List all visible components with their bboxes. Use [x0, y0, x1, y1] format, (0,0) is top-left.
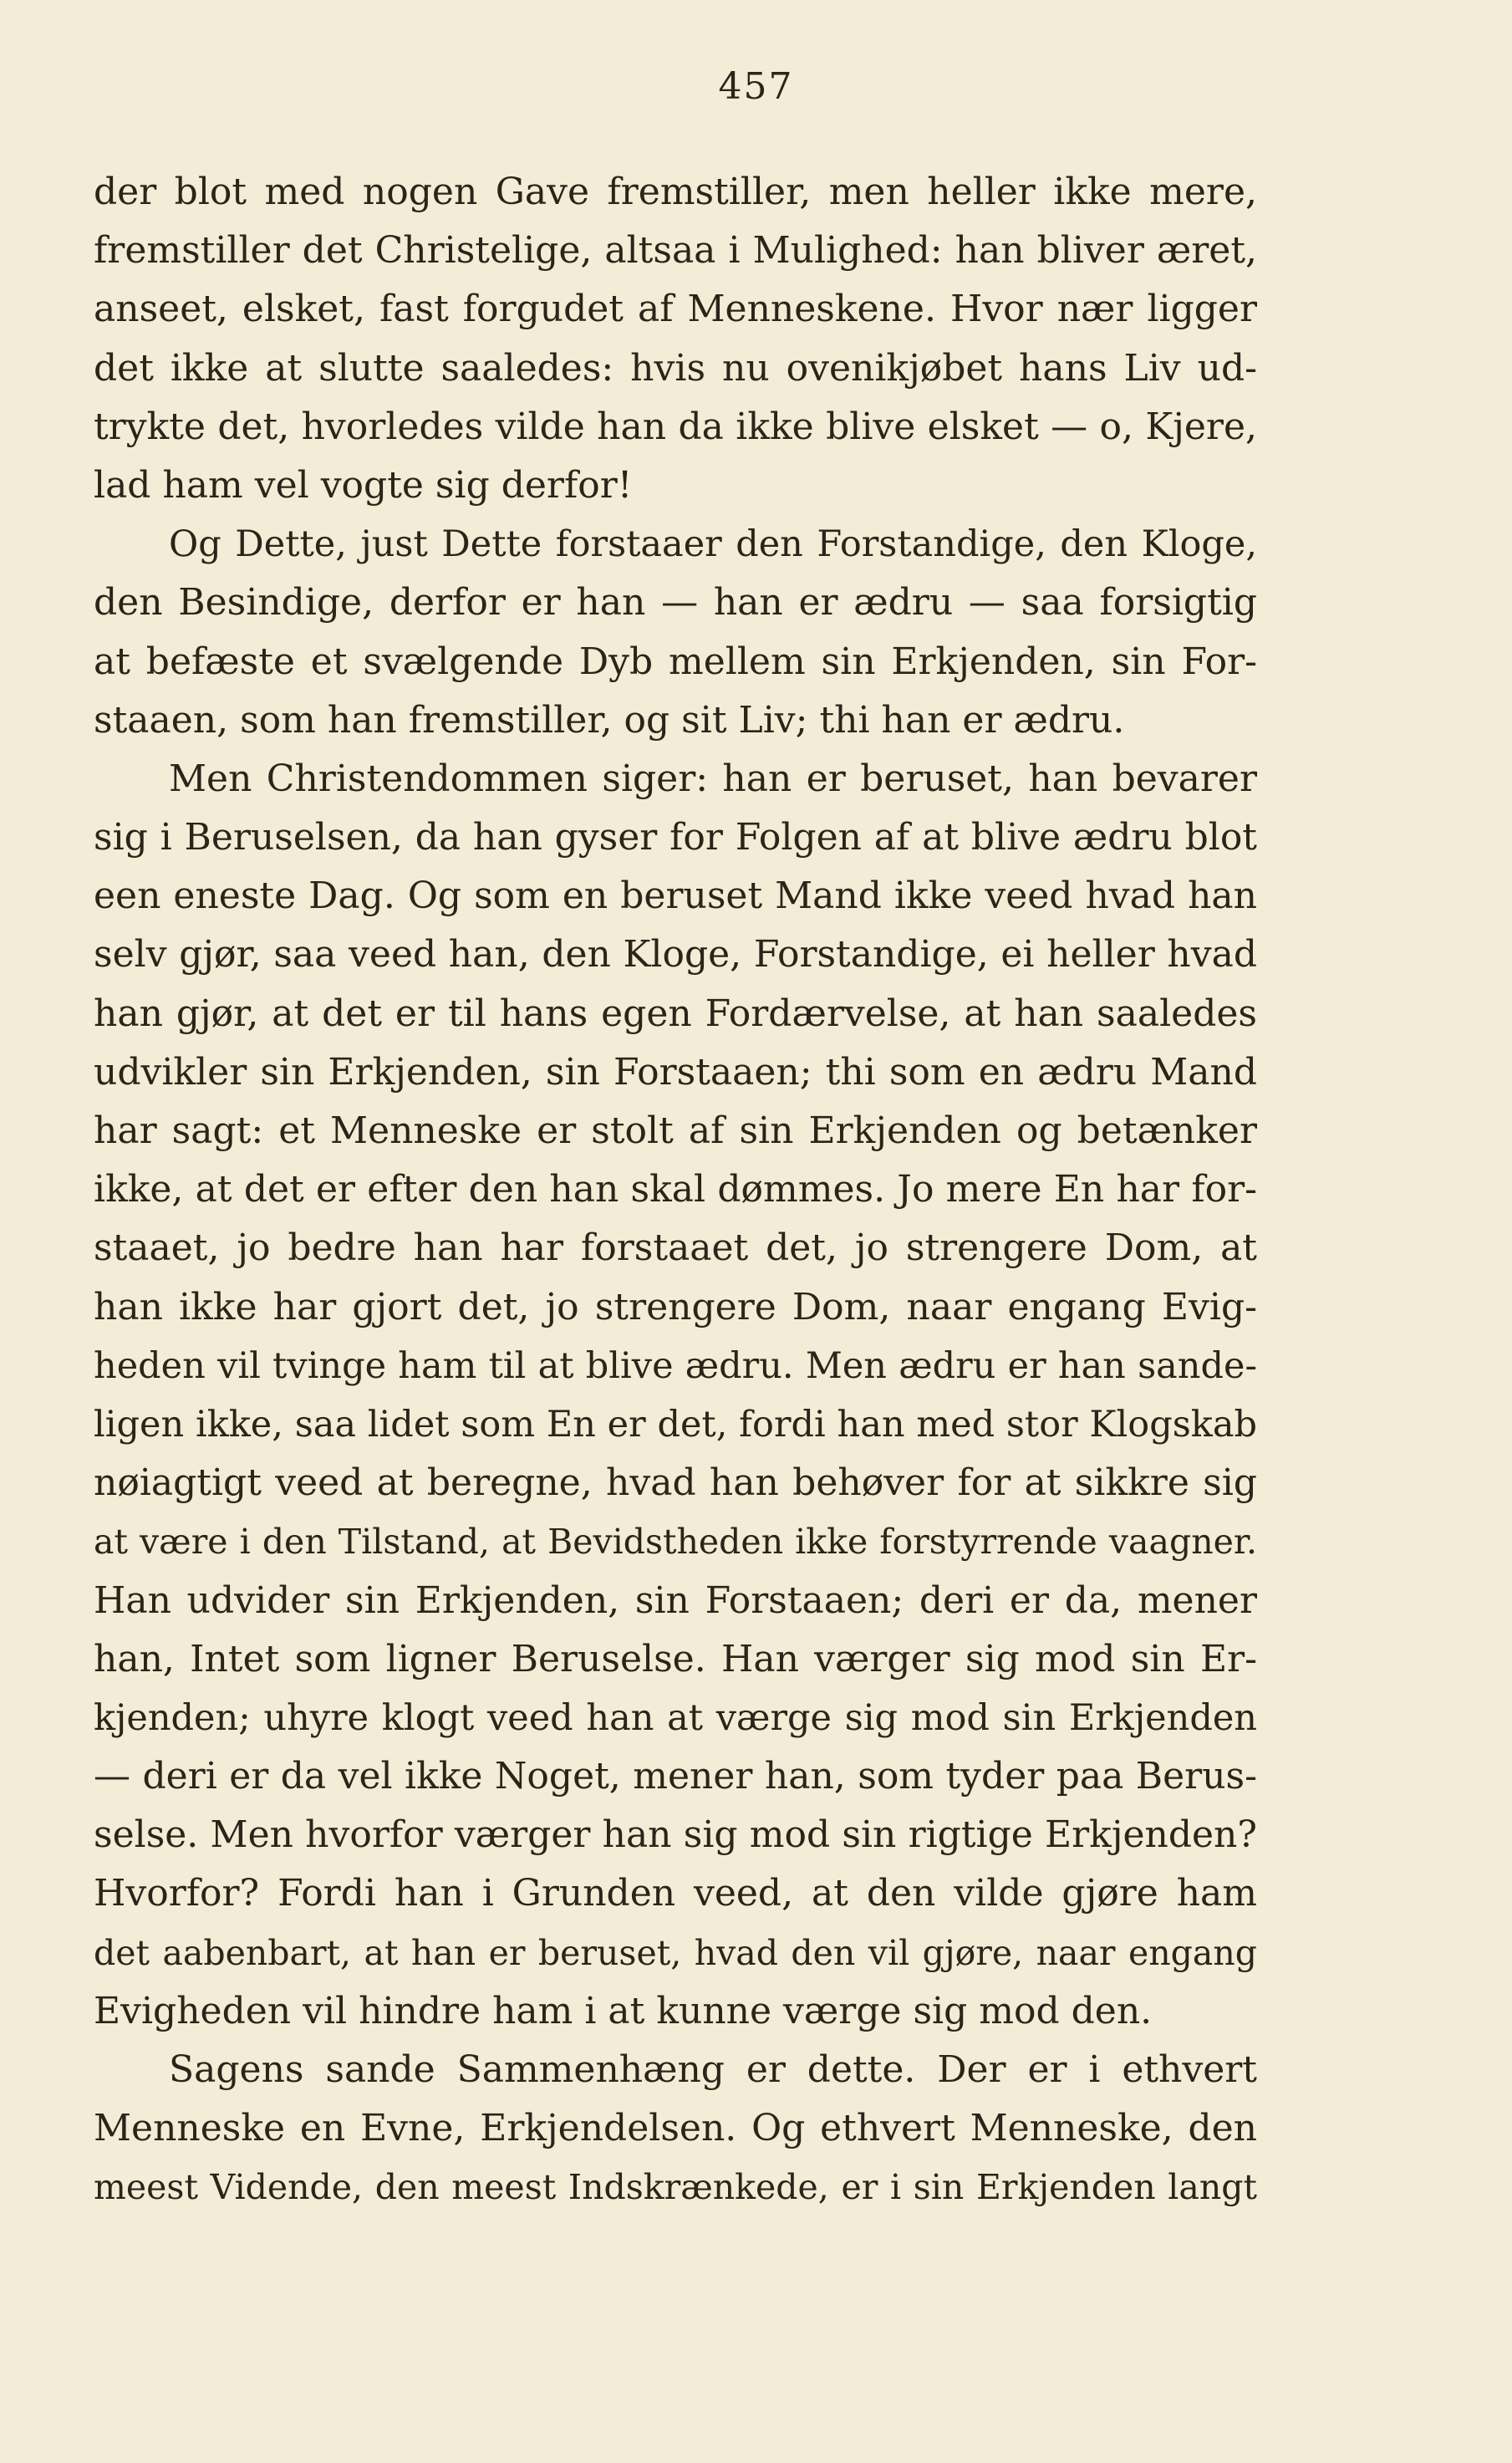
text-line: staaet, jo bedre han har forstaaet det, jo strengere Dom, at: [94, 1226, 1257, 1270]
text-line: selv gjør, saa veed han, den Kloge, Forstandige, ei heller hvad: [94, 933, 1257, 977]
text-line: det aabenbart, at han er beruset, hvad den vil gjøre, naar engang: [94, 1932, 1257, 1973]
text-line: ligen ikke, saa lidet som En er det, fordi han med stor Klogskab: [94, 1403, 1257, 1446]
text-line: heden vil tvinge ham til at blive ædru. Men ædru er han sande-: [94, 1344, 1257, 1387]
text-line: trykte det, hvorledes vilde han da ikke blive elsket — o, Kjere,: [94, 405, 1257, 448]
text-line: han ikke har gjort det, jo strengere Dom, naar engang Evig-: [94, 1285, 1257, 1328]
paragraph-start-line: Men Christendommen siger: han er beruset, han bevarer: [169, 757, 1257, 800]
text-line: fremstiller det Christelige, altsaa i Mulighed: han bliver æret,: [94, 229, 1257, 273]
page-number: 457: [718, 65, 794, 108]
body-text: [94, 163, 1257, 2217]
text-line: lad ham vel vogte sig derfor!: [94, 463, 633, 507]
text-line: den Besindige, derfor er han — han er ædru — saa forsigtig: [94, 581, 1257, 625]
text-line: det ikke at slutte saaledes: hvis nu ovenikjøbet hans Liv ud-: [94, 346, 1257, 390]
text-line: nøiagtigt veed at beregne, hvad han behøver for at sikkre sig: [94, 1461, 1257, 1505]
text-line: han, Intet som ligner Beruselse. Han værger sig mod sin Er-: [94, 1637, 1257, 1680]
paragraph-start-line: Sagens sande Sammenhæng er dette. Der er i ethvert: [169, 2048, 1257, 2091]
text-line: — deri er da vel ikke Noget, mener han, som tyder paa Berus-: [94, 1755, 1257, 1798]
text-line: udvikler sin Erkjenden, sin Forstaaen; thi som en ædru Mand: [94, 1050, 1257, 1094]
text-line: staaen, som han fremstiller, og sit Liv; thi han er ædru.: [94, 698, 1125, 742]
text-line: har sagt: et Menneske er stolt af sin Erkjenden og betænker: [94, 1109, 1257, 1152]
text-line: Evigheden vil hindre ham i at kunne værge sig mod den.: [94, 1989, 1153, 2032]
text-line: Han udvider sin Erkjenden, sin Forstaaen; deri er da, mener: [94, 1578, 1257, 1622]
text-line: meest Vidende, den meest Indskrænkede, er i sin Erkjenden langt: [94, 2167, 1257, 2208]
text-line: sig i Beruselsen, da han gyser for Folgen af at blive ædru blot: [94, 816, 1257, 859]
text-line: kjenden; uhyre klogt veed han at værge sig mod sin Erkjenden: [94, 1696, 1257, 1739]
text-line: han gjør, at det er til hans egen Fordærvelse, at han saaledes: [94, 992, 1257, 1035]
text-line: Hvorfor? Fordi han i Grunden veed, at den vilde gjøre ham: [94, 1872, 1257, 1915]
text-line: at befæste et svælgende Dyb mellem sin Erkjenden, sin For-: [94, 640, 1257, 683]
text-line: Menneske en Evne, Erkjendelsen. Og ethvert Menneske, den: [94, 2107, 1257, 2150]
text-line: anseet, elsket, fast forgudet af Menneskene. Hvor nær ligger: [94, 288, 1257, 331]
text-line: een eneste Dag. Og som en beruset Mand ikke veed hvad han: [94, 875, 1257, 918]
paragraph-start-line: Og Dette, just Dette forstaaer den Forstandige, den Kloge,: [169, 523, 1257, 566]
text-line: der blot med nogen Gave fremstiller, men heller ikke mere,: [94, 171, 1257, 213]
text-line: selse. Men hvorfor værger han sig mod sin rigtige Erkjenden?: [94, 1813, 1257, 1857]
text-line: ikke, at det er efter den han skal dømmes. Jo mere En har for-: [94, 1168, 1257, 1211]
text-line: at være i den Tilstand, at Bevidstheden ikke forstyrrende vaagner.: [94, 1522, 1257, 1563]
